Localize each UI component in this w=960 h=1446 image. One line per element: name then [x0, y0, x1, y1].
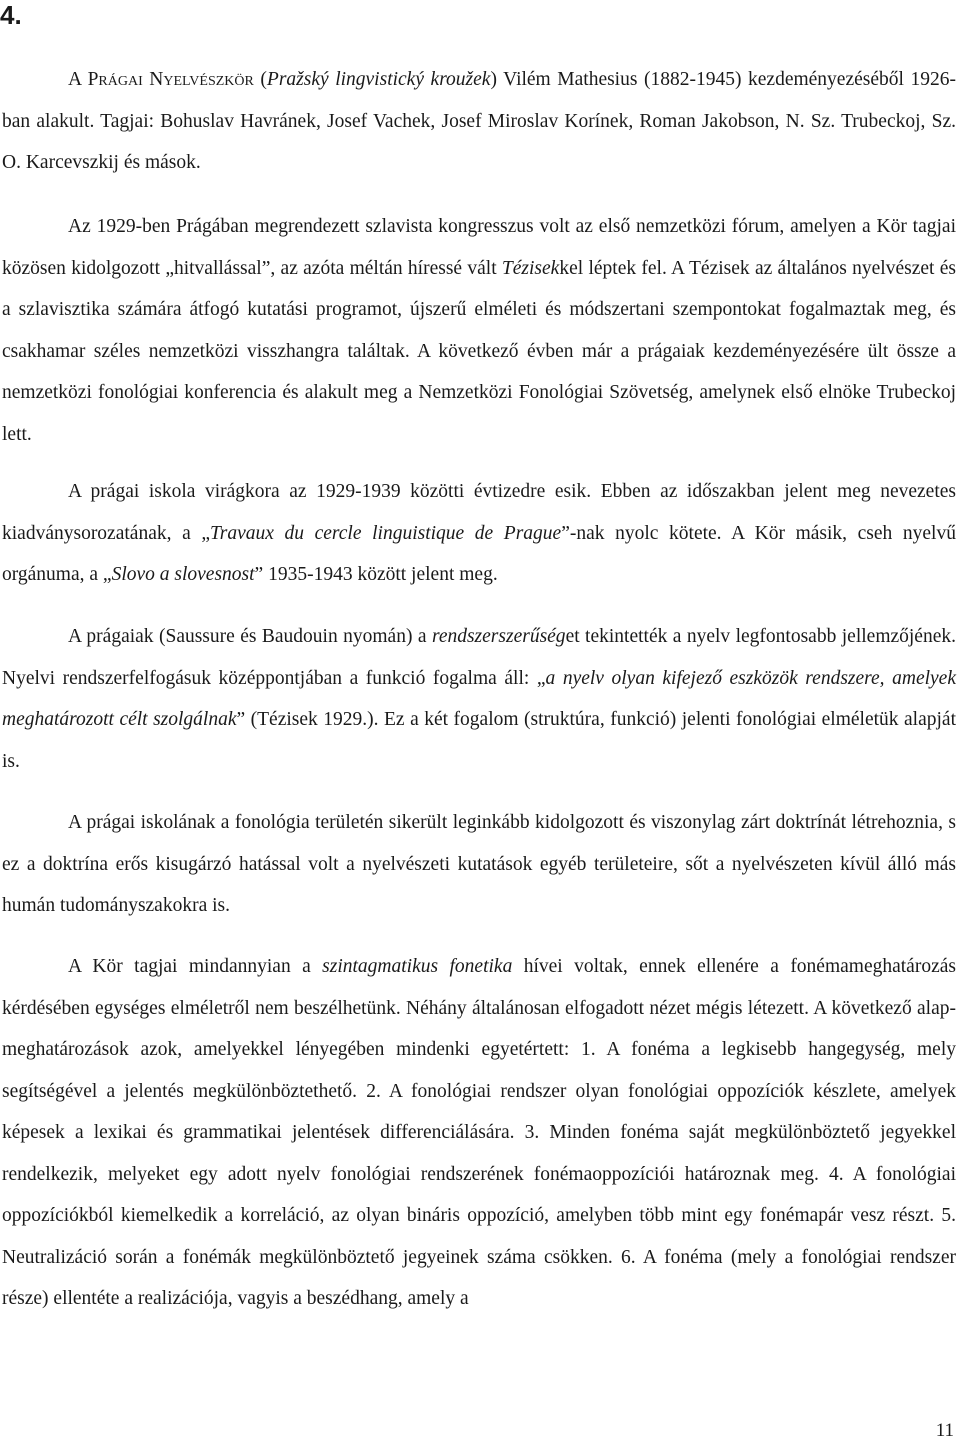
p2-text-b: kel léptek fel. A Tézisek az általános nyelvészet és a szlavisztika számára átfogó kutatási programot, újszerű elméleti és módszertani szempontokat fogalmaztak meg, és csakhamar széles nemzetközi visszhangra találtak. A következő évben már a prágaiak kezdeményezésére ült össze a nemzetközi fonológiai konferencia és alakult meg a Nemzetközi Fonológiai Szövetség, amelynek első elnöke Trubeckoj lett. — [2, 257, 956, 445]
travaux-title: Travaux du cercle linguistique de Prague — [209, 522, 562, 544]
paragraph-golden-age — [2, 471, 956, 596]
language-definition-quote: a nyelv olyan kifejező eszközök rendszere, amelyek meghatározott célt szolgálnak — [2, 667, 956, 730]
prague-circle-name: Prágai Nyelvészkör — [87, 69, 254, 90]
page-number: 11 — [935, 1420, 954, 1441]
p3-text-a: A prágai iskola virágkora az 1929-1939 közötti évtizedre esik. Ebben az időszakban jelent meg nevezetes kiadványsorozatának, a „ — [2, 481, 956, 544]
paragraph-founding — [2, 59, 956, 184]
p3-text-c: ” 1935-1943 között jelent meg. — [254, 564, 498, 585]
p6-text-b: hívei voltak, ennek ellenére a fonémameghatározás kérdésében egységes elméletről nem beszélhetünk. Néhány általánosan elfogadott nézet mégis létezett. A következő alap-meghatározások azok, amelyekkel lényegében mindenki egyetértett: 1. A fonéma a legkisebb hangegység, mely segítségével a jelentés megkülönböztethető. 2. A fonológiai rendszer olyan fonológiai oppozíciók készlete, amelyek képesek a lexikai és grammatikai jelentések differenciálására. 3. Minden fonéma saját megkülönböztető jegyekkel rendelkezik, melyeket egy adott nyelv fonológiai rendszerének fonémaoppozíciói határoznak meg. 4. A fonológiai oppozíciókból kiemelkedik a korreláció, az olyan bináris oppozíció, amelyben több mint egy fonémapár vesz részt. 5. Neutralizáció során a fonémák megkülönböztető jegyeinek száma csökken. 6. A fonéma (mely a fonológiai rendszer része) ellentéte a realizációja, vagyis a beszédhang, amely a — [2, 956, 956, 1309]
p1-text-a: A — [68, 69, 88, 90]
p2-text-a: Az 1929-ben Prágában megrendezett szlavista kongresszus volt az első nemzetközi fórum, amelyen a Kör tagjai közösen kidolgozott „hitvallással”, az azóta méltán híressé vált — [2, 216, 956, 279]
p4-text-a: A prágaiak (Saussure és Baudouin nyomán) a — [68, 626, 432, 647]
czech-circle-name: Pražský lingvistický kroužek — [266, 69, 491, 90]
p4-text-c: ” (Tézisek 1929.). Ez a két fogalom (struktúra, funkció) jelenti fonológiai elméletük alapját is. — [2, 709, 956, 772]
theses-term: Tézisek — [501, 257, 560, 279]
p4-text-b: et tekintették a nyelv legfontosabb jellemzőjének. Nyelvi rendszerfelfogásuk középpontjában a funkció fogalma áll: „ — [2, 626, 956, 689]
paragraph-phonology: A prágai iskolának a fonológia területén sikerült leginkább kidolgozott és viszonylag zárt doktrínát létrehoznia, s ez a doktrína erős kisugárzó hatással volt a nyelvészeti kutatások egyéb területeire, sőt a nyelvészeten kívül álló más humán tudományszakokra is. — [2, 812, 956, 916]
p3-text-b: ”-nak nyolc kötete. A Kör másik, cseh nyelvű orgánuma, a „ — [2, 522, 956, 585]
paragraph-theses — [2, 206, 956, 455]
paragraph-system — [2, 616, 956, 782]
syntagmatic-phonetics-term: szintagmatikus fonetika — [322, 956, 513, 977]
p1-text-c: ) Vilém Mathesius (1882-1945) kezdeményezéséből 1926-ban alakult. Tagjai: Bohuslav Havránek, Josef Vachek, Josef Miroslav Korínek, Roman Jakobson, N. Sz. Trubeckoj, Sz. O. Karcevszkij és mások. — [2, 69, 956, 173]
systemicity-term: rendszerszerűség — [431, 626, 566, 647]
paragraph-phoneme — [2, 946, 956, 1320]
p6-text-a: A Kör tagjai mindannyian a — [68, 956, 323, 977]
p1-text-b: ( — [253, 69, 267, 90]
slovo-title: Slovo a slovesnost — [111, 564, 255, 585]
section-heading: 4. — [0, 0, 22, 30]
